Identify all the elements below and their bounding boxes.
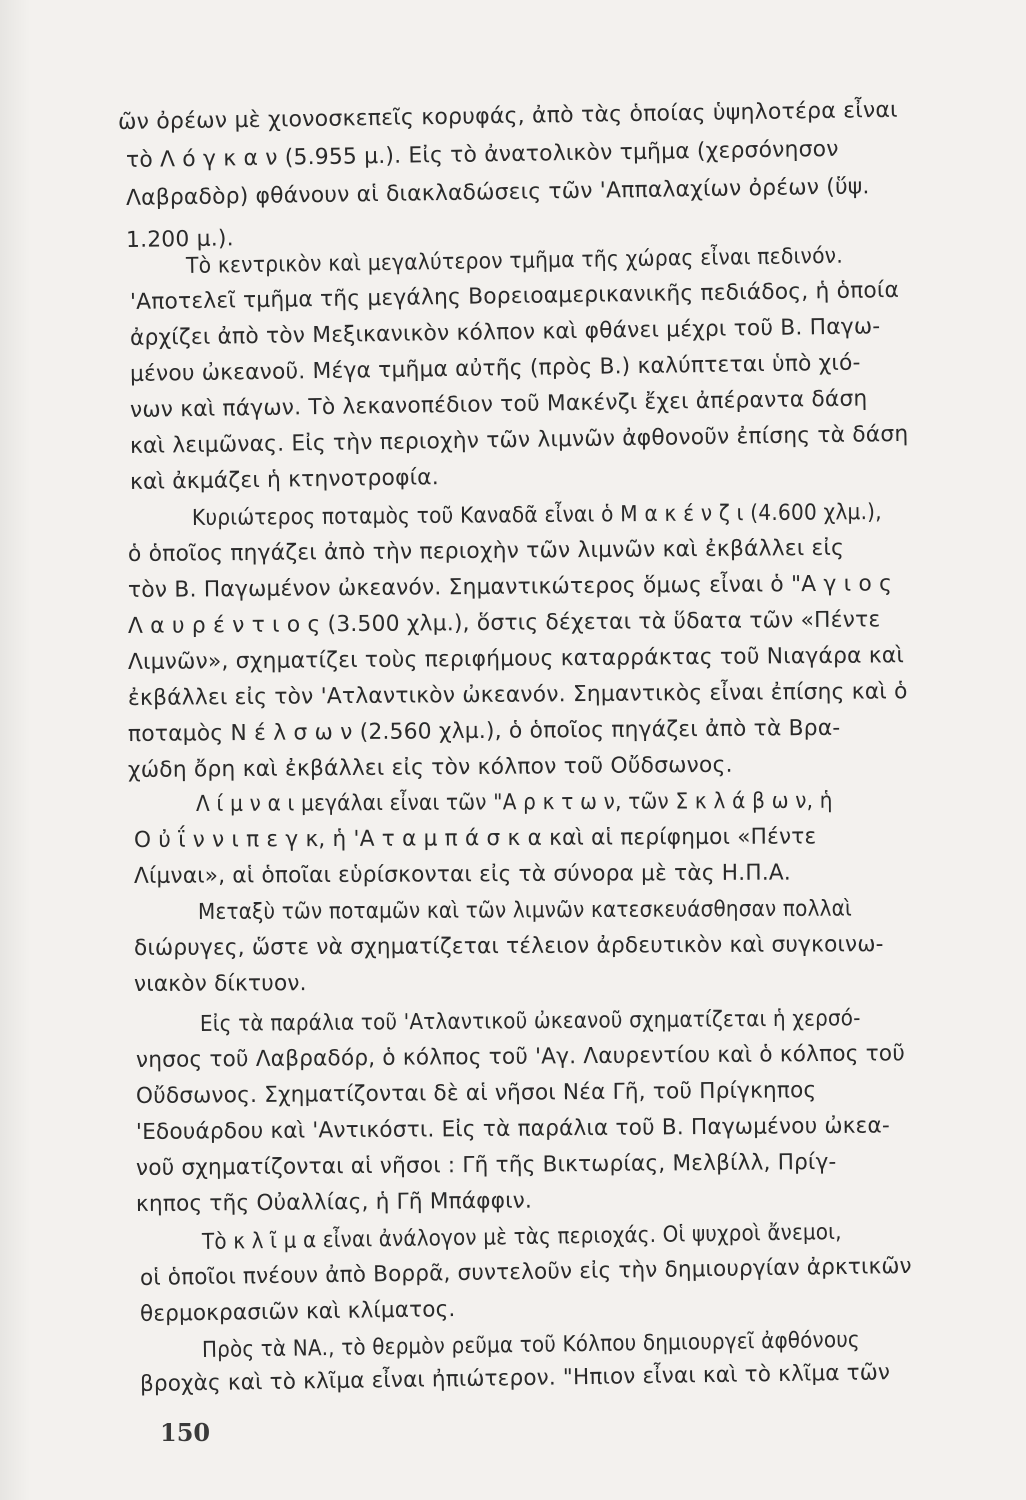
text-line: Οὔδσωνος. Σχηματίζονται δὲ αἱ νῆσοι Νέα Γῆ, τοῦ Πρίγκηπος [135,1078,817,1109]
text-line: διώρυγες, ὥστε νὰ σχηματίζεται τέλειον ἀρδευτικὸν καὶ συγκοινω- [133,932,884,961]
text-line: ἐκβάλλει εἰς τὸν 'Ατλαντικὸν ὠκεανόν. Σημαντικὸς εἶναι ἐπίσης καὶ ὁ [127,679,908,711]
text-line: Λιμνῶν», σχηματίζει τοὺς περιφήμους καταρράκτας τοῦ Νιαγάρα καὶ [127,643,905,675]
text-line: Τὸ κεντρικὸν καὶ μεγαλύτερον τμῆμα τῆς χώρας εἶναι πεδινόν. [185,243,844,279]
text-line: Πρὸς τὰ ΝΑ., τὸ θερμὸν ρεῦμα τοῦ Κόλπου δημιουργεῖ ἀφθόνους [201,1327,861,1363]
text-line: μένου ὠκεανοῦ. Μέγα τμῆμα αὐτῆς (πρὸς Β.) καλύπτεται ὑπὸ χιό- [129,350,861,387]
text-line: ἀρχίζει ἀπὸ τὸν Μεξικανικὸν κόλπον καὶ φθάνει μέχρι τοῦ Β. Παγω- [129,314,881,351]
text-line: Εἰς τὰ παράλια τοῦ 'Ατλαντικοῦ ὠκεανοῦ σχηματίζεται ἡ χερσό- [199,1006,861,1037]
text-line: χώδη ὄρη καὶ ἐκβάλλει εἰς τὸν κόλπον τοῦ Οὔδσωνος. [127,752,733,783]
text-line: Λ α υ ρ έ ν τ ι ο ς (3.500 χλμ.), ὅστις δέχεται τὰ ὕδατα τῶν «Πέντε [127,607,881,639]
text-line: 1.200 μ.). [125,226,234,253]
text-line: κηπος τῆς Οὐαλλίας, ἡ Γῆ Μπάφφιν. [135,1188,533,1217]
text-line: καὶ ἀκμάζει ἡ κτηνοτροφία. [129,465,440,495]
text-line: Λ ί μ ν α ι μεγάλαι εἶναι τῶν "Α ρ κ τ ω ν, τῶν Σ κ λ ά β ω ν, ἡ [195,788,833,817]
text-line: Κυριώτερος ποταμὸς τοῦ Καναδᾶ εἶναι ὁ Μ α κ έ ν ζ ι (4.600 χλμ.), [191,499,882,531]
text-line: 'Αποτελεῖ τμῆμα τῆς μεγάλης Βορειοαμερικανικῆς πεδιάδος, ἡ ὁποία [129,277,900,315]
text-line: Μεταξὺ τῶν ποταμῶν καὶ τῶν λιμνῶν κατεσκευάσθησαν πολλαὶ [197,896,853,925]
text-line: 'Εδουάρδου καὶ 'Αντικόστι. Εἰς τὰ παράλια τοῦ Β. Παγωμένου ὠκεα- [135,1113,891,1145]
page-number: 150 [160,1418,211,1447]
text-line: νησος τοῦ Λαβραδόρ, ὁ κόλπος τοῦ 'Αγ. Λαυρεντίου καὶ ὁ κόλπος τοῦ [135,1041,906,1073]
text-line: νοῦ σχηματίζονται αἱ νῆσοι : Γῆ τῆς Βικτωρίας, Μελβίλλ, Πρίγ- [135,1149,837,1181]
text-line: Ο ὐ ΐ ν ν ι π ε γ κ, ἡ 'Α τ α μ π ά σ κ α καὶ αἱ περίφημοι «Πέντε [133,824,817,853]
text-line: βροχὰς καὶ τὸ κλῖμα εἶναι ἠπιώτερον. "Ηπιον εἶναι καὶ τὸ κλῖμα τῶν [139,1360,891,1397]
text-line: Τὸ κ λ ῖ μ α εἶναι ἀνάλογον μὲ τὰς περιοχάς. Οἱ ψυχροὶ ἄνεμοι, [201,1219,842,1255]
text-line: ῶν ὀρέων μὲ χιονοσκεπεῖς κορυφάς, ἀπὸ τὰς ὁποίας ὑψηλοτέρα εἶναι [117,97,898,135]
text-line: νιακὸν δίκτυον. [133,971,307,997]
text-line: θερμοκρασιῶν καὶ κλίματος. [139,1297,456,1327]
text-line: νων καὶ πάγων. Τὸ λεκανοπέδιον τοῦ Μακένζι ἔχει ἀπέραντα δάση [129,386,868,423]
text-line: Λίμναι», αἱ ὁποῖαι εὑρίσκονται εἰς τὰ σύνορα μὲ τὰς Η.Π.Α. [133,860,792,889]
text-line: τὸ Λ ό γ κ α ν (5.955 μ.). Εἰς τὸ ἀνατολικὸν τμῆμα (χερσόνησον [125,136,839,173]
text-line: οἱ ὁποῖοι πνέουν ἀπὸ Βορρᾶ, συντελοῦν εἰς τὴν δημιουργίαν ἀρκτικῶν [139,1253,912,1291]
text-line: τὸν Β. Παγωμένον ὠκεανόν. Σημαντικώτερος ὅμως εἶναι ὁ "Α γ ι ο ς [127,571,893,603]
page-fold-shadow [0,0,30,1500]
text-line: ποταμὸς Ν έ λ σ ω ν (2.560 χλμ.), ὁ ὁποῖος πηγάζει ἀπὸ τὰ Βρα- [127,715,841,747]
text-line: καὶ λειμῶνας. Εἰς τὴν περιοχὴν τῶν λιμνῶν ἀφθονοῦν ἐπίσης τὰ δάση [129,421,909,459]
text-line: ὁ ὁποῖος πηγάζει ἀπὸ τὴν περιοχὴν τῶν λιμνῶν καὶ ἐκβάλλει εἰς [127,535,845,567]
text-line: Λαβραδὸρ) φθάνουν αἱ διακλαδώσεις τῶν 'Αππαλαχίων ὀρέων (ὕψ. [125,174,870,211]
